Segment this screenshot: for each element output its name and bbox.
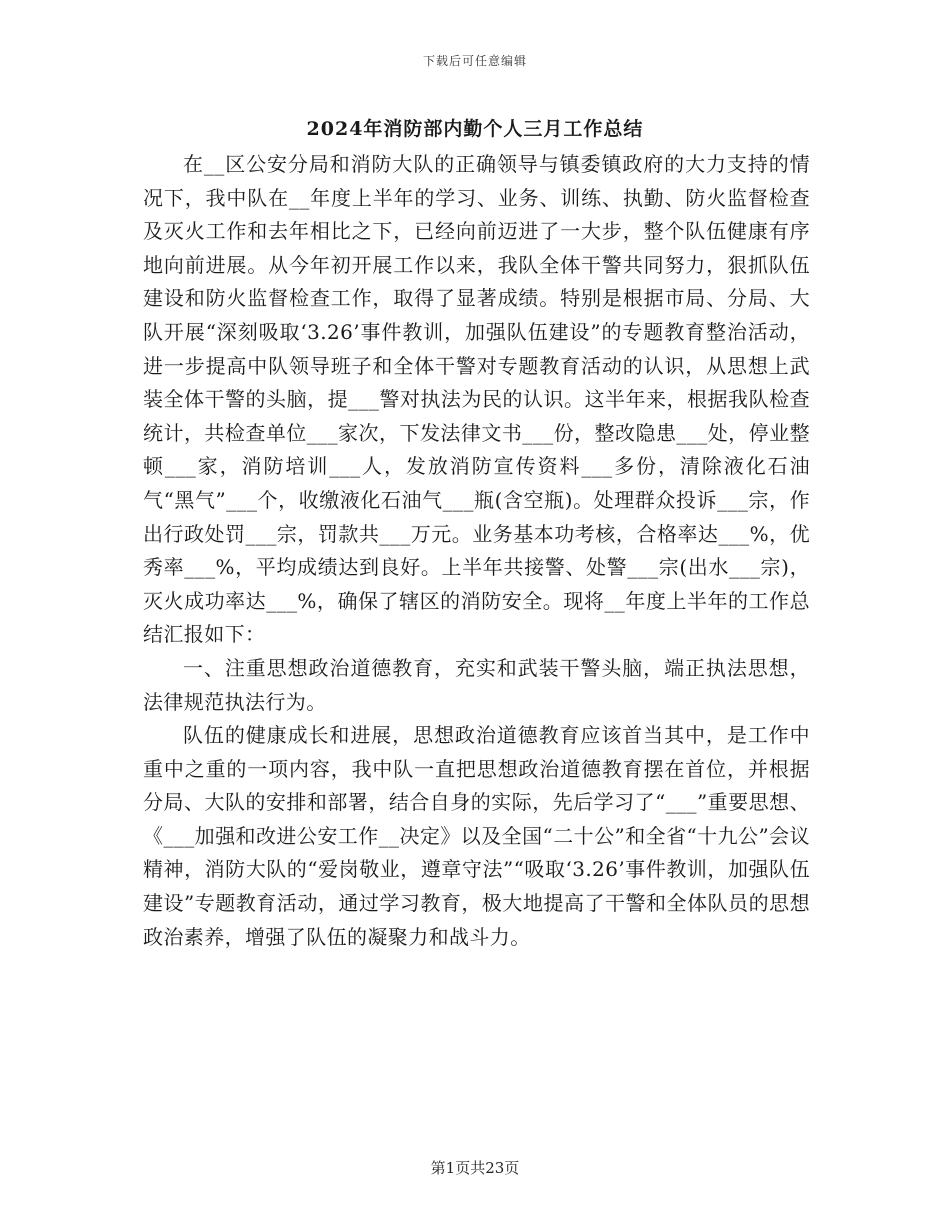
body-paragraph-section-1: 队伍的健康成长和进展，思想政治道德教育应该首当其中，是工作中重中之重的一项内容，我中队一直把思想政治道德教育摆在首位，并根据分局、大队的安排和部署，结合自身的实际，先后学习了“___”重要思想、《___加强和改进公安工作__决定》以及全国“二十公”和全省“十九公”会议精神，消防大队的“爱岗敬业，遵章守法”“吸取‘3.26’事件教训，加强队伍建设”专题教育活动，通过学习教育，极大地提高了干警和全体队员的思想政治素养，增强了队伍的凝聚力和战斗力。 [143,723,810,949]
document-body [143,148,810,954]
body-paragraph-intro: 在__区公安分局和消防大队的正确领导与镇委镇政府的大力支持的情况下，我中队在__年度上半年的学习、业务、训练、执勤、防火监督检查及灭火工作和去年相比之下，已经向前迈进了一大步，整个队伍健康有序地向前进展。从今年初开展工作以来，我队全体干警共同努力，狠抓队伍建设和防火监督检查工作，取得了显著成绩。特别是根据市局、分局、大队开展“深刻吸取‘3.26’事件教训，加强队伍建设”的专题教育整治活动，进一步提高中队领导班子和全体干警对专题教育活动的认识，从思想上武装全体干警的头脑，提___警对执法为民的认识。这半年来，根据我队检查统计，共检查单位___家次，下发法律文书___份，整改隐患___处，停业整顿___家，消防培训___人，发放消防宣传资料___多份，清除液化石油气“黑气”___个，收缴液化石油气___瓶(含空瓶)。处理群众投诉___宗，作出行政处罚___宗，罚款共___万元。业务基本功考核，合格率达___%，优秀率___%，平均成绩达到良好。上半年共接警、处警___宗(出水___宗)，灭火成功率达___%，确保了辖区的消防安全。现将__年度上半年的工作总结汇报如下： [143,152,810,647]
section-heading-1: 一、注重思想政治道德教育，充实和武装干警头脑，端正执法思想，法律规范执法行为。 [143,655,810,714]
page-number-footer: 第1页共23页 [430,1159,520,1177]
document-title: 2024年消防部内勤个人三月工作总结 [306,118,644,140]
page-header: 下载后可任意编辑 [422,54,527,68]
